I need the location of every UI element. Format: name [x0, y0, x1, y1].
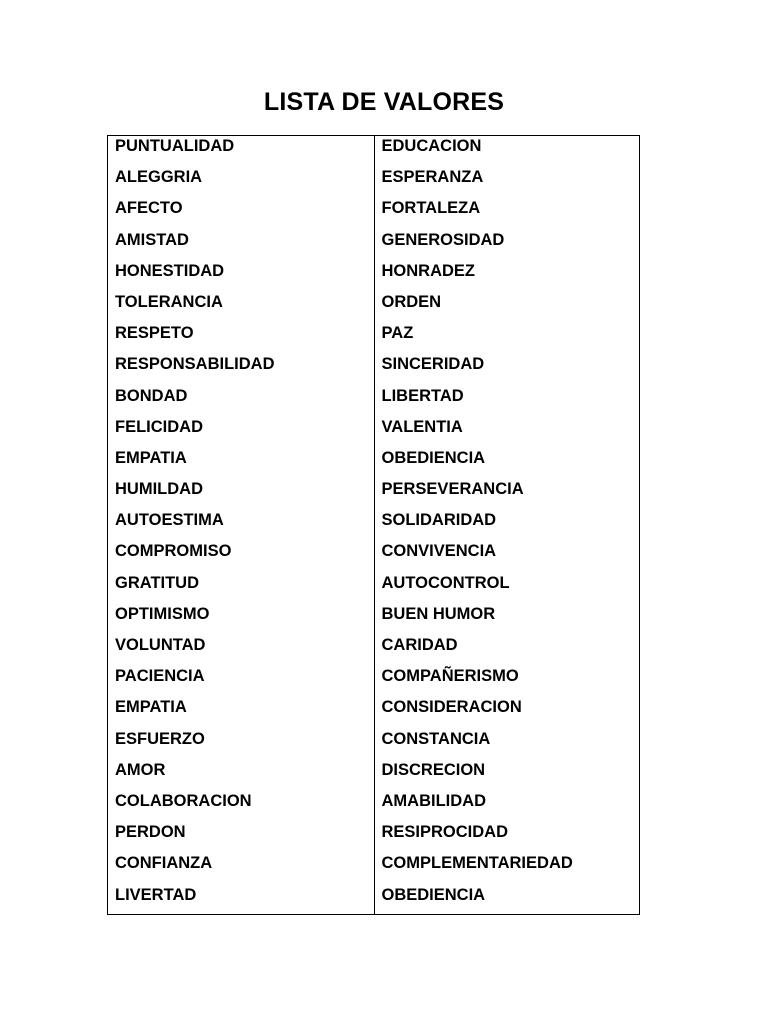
- table-cell: ORDEN: [381, 292, 442, 311]
- table-cell: PERSEVERANCIA: [381, 480, 524, 499]
- table-cell: CONSTANCIA: [381, 729, 491, 748]
- table-cell: HONRADEZ: [381, 261, 475, 280]
- table-cell: COLABORACION: [115, 791, 252, 810]
- table-cell: COMPROMISO: [115, 542, 232, 561]
- table-cell: PUNTUALIDAD: [115, 137, 235, 155]
- table-cell: EDUCACION: [381, 137, 482, 155]
- table-cell: LIVERTAD: [115, 885, 197, 904]
- table-cell: BUEN HUMOR: [381, 604, 496, 623]
- table-cell: CONSIDERACION: [381, 698, 522, 717]
- table-cell: COMPAÑERISMO: [381, 667, 519, 686]
- table-cell: PACIENCIA: [115, 667, 205, 686]
- table-cell: AMABILIDAD: [381, 791, 486, 810]
- table-cell: ALEGGRIA: [115, 168, 203, 187]
- table-cell: ESPERANZA: [381, 168, 484, 187]
- table-cell: FELICIDAD: [115, 417, 203, 436]
- table-cell: CONVIVENCIA: [381, 542, 497, 561]
- right-column: [375, 136, 640, 914]
- left-column: [108, 136, 375, 914]
- table-cell: AFECTO: [115, 199, 183, 218]
- table-cell: AMOR: [115, 760, 166, 779]
- table-cell: CARIDAD: [381, 636, 458, 654]
- table-cell: VOLUNTAD: [115, 636, 206, 654]
- page-title: LISTA DE VALORES: [263, 88, 505, 116]
- table-cell: VALENTIA: [381, 417, 463, 436]
- table-cell: COMPLEMENTARIEDAD: [381, 854, 573, 873]
- table-cell: HONESTIDAD: [115, 261, 225, 280]
- table-cell: RESPONSABILIDAD: [115, 355, 275, 374]
- table-cell: RESPETO: [115, 324, 194, 343]
- table-cell: PERDON: [115, 823, 186, 842]
- table-cell: GENEROSIDAD: [381, 230, 505, 249]
- table-cell: AUTOESTIMA: [115, 511, 224, 530]
- table-cell: EMPATIA: [115, 698, 187, 717]
- table-cell: EMPATIA: [115, 448, 187, 467]
- table-cell: HUMILDAD: [115, 480, 203, 499]
- table-cell: CONFIANZA: [115, 854, 213, 873]
- table-cell: AUTOCONTROL: [381, 573, 510, 592]
- table-cell: ESFUERZO: [115, 729, 205, 748]
- table-cell: SINCERIDAD: [381, 355, 485, 374]
- table-cell: GRATITUD: [115, 573, 200, 592]
- table-cell: DISCRECION: [381, 760, 486, 779]
- table-cell: OBEDIENCIA: [381, 448, 486, 467]
- table-cell: BONDAD: [115, 386, 188, 405]
- table-cell: LIBERTAD: [381, 386, 464, 405]
- values-table: [107, 135, 640, 915]
- table-cell: SOLIDARIDAD: [381, 511, 497, 530]
- table-cell: RESIPROCIDAD: [381, 823, 509, 842]
- table-cell: OPTIMISMO: [115, 604, 210, 623]
- table-cell: TOLERANCIA: [115, 292, 223, 311]
- table-cell: OBEDIENCIA: [381, 885, 486, 904]
- table-cell: FORTALEZA: [381, 199, 481, 218]
- table-cell: PAZ: [381, 324, 414, 343]
- table-cell: AMISTAD: [115, 230, 189, 249]
